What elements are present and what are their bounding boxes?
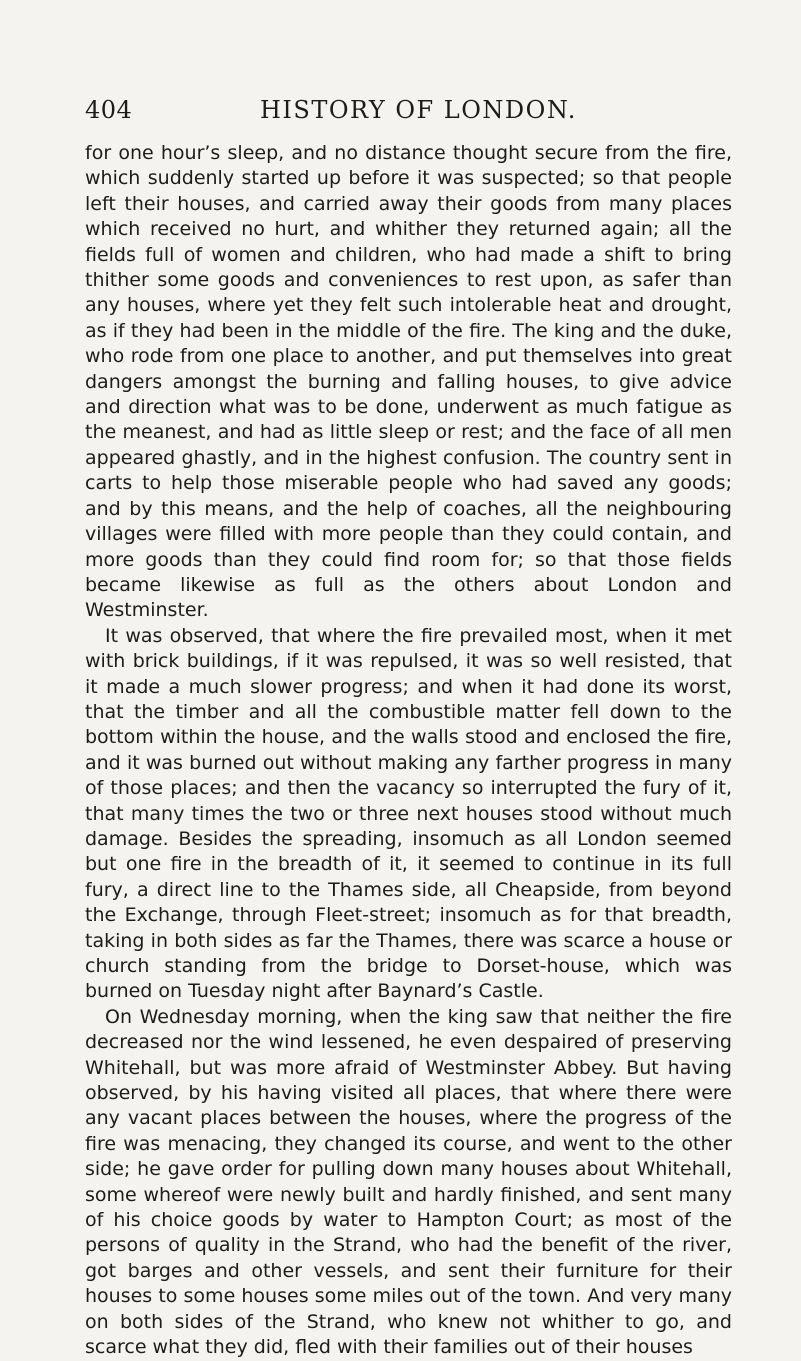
running-title: HISTORY OF LONDON. [260,96,577,124]
paragraph: It was observed, that where the fire prevailed most, when it met with brick buildings, if it was repulsed, it was so well resisted, that it made a much slower progress; and when it had done its worst, that the timber and all the combustible matter fell down to the bottom within the house, and the walls stood and enclosed the fire, and it was burned out without making any farther progress in many of those places; and then the vacancy so interrupted the fury of it, that many times the two or three next houses stood without much damage. Besides the spreading, insomuch as all London seemed but one fire in the breadth of it, it seemed to continue in its full fury, a direct line to the Thames side, all Cheapside, from beyond the Exchange, through Fleet-street; insomuch as for that breadth, taking in both sides as far the Thames, there was scarce a house or church standing from the bridge to Dorset-house, which was burned on Tuesday night after Baynard’s Castle. [85,624,732,1003]
paragraph: On Wednesday morning, when the king saw that neither the fire decreased nor the wind lessened, he even despaired of preserving Whitehall, but was more afraid of Westminster Abbey. But having observed, by his having visited all places, that where there were any vacant places between the houses, where the progress of the fire was menacing, they changed its course, and went to the other side; he gave order for pulling down many houses about Whitehall, some whereof were newly built and hardly finished, and sent many of his choice goods by water to Hampton Court; as most of the persons of quality in the Strand, who had the benefit of the river, got barges and other vessels, and sent their furniture for their houses to some houses some miles out of the town. And very many on both sides of the Strand, who knew not whither to go, and scarce what they did, fled with their families out of their houses [85,1005,732,1359]
page-header [85,96,735,132]
body-text [85,141,732,1361]
paragraph: for one hour’s sleep, and no distance thought secure from the fire, which suddenly started up before it was suspected; so that people left their houses, and carried away their goods from many places which received no hurt, and whither they returned again; all the fields full of women and children, who had made a shift to bring thither some goods and conveniences to rest upon, as safer than any houses, where yet they felt such intolerable heat and drought, as if they had been in the middle of the fire. The king and the duke, who rode from one place to another, and put themselves into great dangers amongst the burning and falling houses, to give advice and direction what was to be done, underwent as much fatigue as the meanest, and had as little sleep or rest; and the face of all men appeared ghastly, and in the highest confusion. The country sent in carts to help those miserable people who had saved any goods; and by this means, and the help of coaches, all the neighbouring villages were filled with more people than they could contain, and more goods than they could find room for; so that those fields became likewise as full as the others about London and Westminster. [85,142,732,622]
page-number: 404 [85,96,133,124]
